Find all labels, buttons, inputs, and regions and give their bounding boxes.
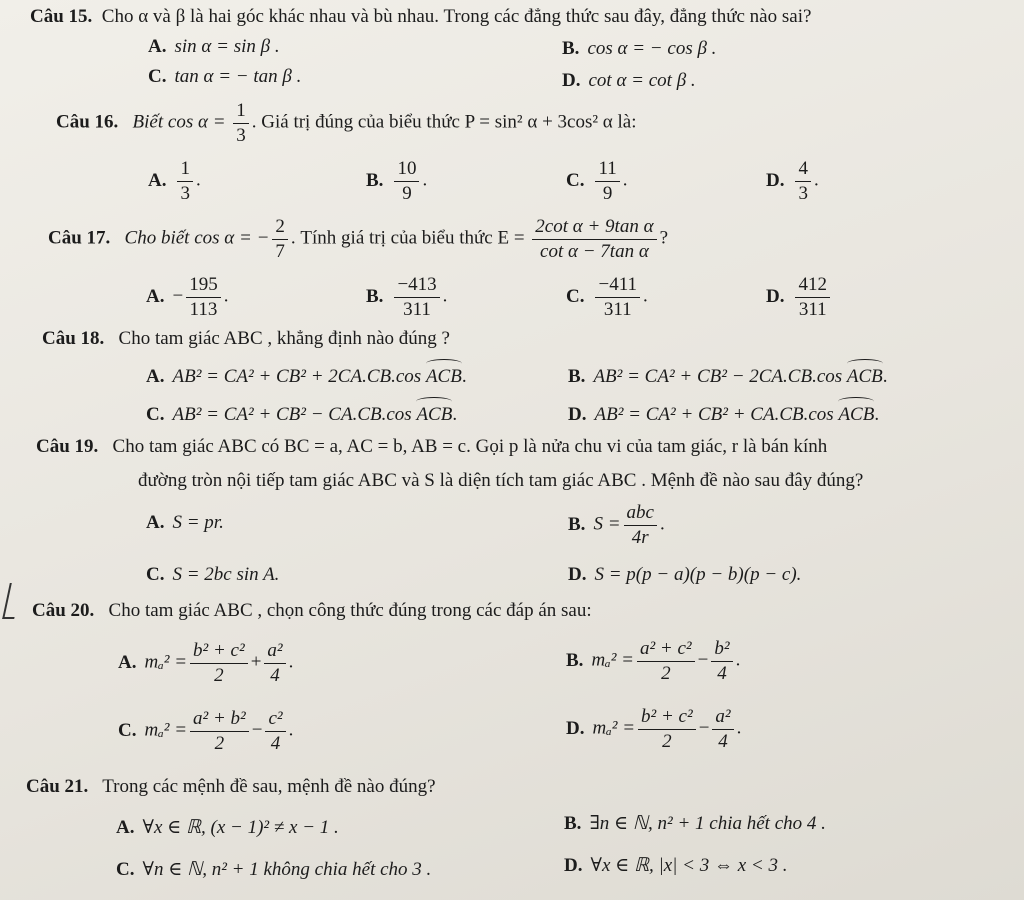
q17-stem-mid: . Tính giá trị của biểu thức E = (290, 227, 525, 249)
q17-stem-line: Câu 17. Cho biết cos α = − $\frac{2}{7}$ . Tính giá trị của biểu thức E = $\frac{\text{2cot α + 9tan α}}{\text{cot α − 7tan α}}$ ? (48, 216, 668, 262)
q15-option-d[interactable] (562, 70, 696, 92)
q20-stem-line (32, 600, 592, 622)
option-text: sin α = sin β . (174, 36, 280, 57)
option-label: D. (562, 70, 581, 91)
q19-option-a[interactable]: A. S = pr. (146, 512, 224, 533)
q20-stem: Cho tam giác ABC , chọn công thức đúng trong các đáp án sau: (108, 600, 592, 621)
q19-stem-1: Cho tam giác ABC có BC = a, AC = b, AB = c. Gọi p là nửa chu vi của tam giác, r là bán kính (112, 436, 828, 457)
q20-option-a[interactable]: A. mₐ² = $\frac{\text{b² + c²}}{2}$ + $\frac{\text{a²}}{4}$ . (118, 640, 294, 686)
q15-option-b[interactable] (562, 38, 716, 60)
q20-option-c[interactable]: C. mₐ² = $\frac{\text{a² + b²}}{2}$ − $\frac{\text{c²}}{4}$ . (118, 708, 294, 754)
option-label: B. (562, 38, 580, 59)
option-label: A. (148, 36, 167, 57)
q15-option-c[interactable] (148, 66, 301, 88)
q16-stem-post: . Giá trị đúng của biểu thức P = sin² α + 3cos² α là: (251, 111, 637, 133)
q17-stem-pre: Cho biết cos α = − (124, 227, 270, 249)
q15-option-a[interactable] (148, 36, 280, 58)
q16-option-a[interactable]: A. $\frac{1}{3}$ . (148, 158, 201, 204)
q17-option-b[interactable]: B. $\frac{-413}{311}$ . (366, 274, 448, 320)
q16-number: Câu 16. (56, 111, 119, 133)
option-text: cot α = cot β . (588, 70, 696, 91)
q21-option-a[interactable]: A. ∀x ∈ ℝ, (x − 1)² ≠ x − 1 . (116, 817, 339, 838)
q16-option-d[interactable]: D. $\frac{4}{3}$ . (766, 158, 819, 204)
q16-option-c[interactable]: C. $\frac{11}{9}$ . (566, 158, 628, 204)
handwritten-mark (2, 583, 22, 619)
q15-stem-line (30, 6, 811, 28)
q17-option-d[interactable]: D. $\frac{412}{311}$ (766, 274, 833, 321)
q21-option-d[interactable]: D. ∀x ∈ ℝ, |x| < 3 ⇔ x < 3 . (564, 855, 788, 876)
q20-option-d[interactable]: D. mₐ² = $\frac{\text{b² + c²}}{2}$ − $\frac{\text{a²}}{4}$ . (566, 706, 742, 752)
q20-option-b[interactable]: B. mₐ² = $\frac{\text{a² + c²}}{2}$ − $\frac{\text{b²}}{4}$ . (566, 638, 741, 684)
q18-stem: Cho tam giác ABC , khẳng định nào đúng ? (118, 328, 450, 349)
q19-option-c[interactable]: C. S = 2bc sin A. (146, 564, 280, 585)
q15-stem: Cho α và β là hai góc khác nhau và bù nhau. Trong các đẳng thức sau đây, đẳng thức nào sai? (101, 6, 812, 27)
q18-option-d[interactable]: D. AB² = CA² + CB² + CA.CB.cos ACB. (568, 404, 880, 425)
q18-option-c[interactable]: C. AB² = CA² + CB² − CA.CB.cos ACB. (146, 404, 458, 425)
q16-stem-pre: Biết cos α = (132, 111, 226, 133)
q15-number: Câu 15. (30, 6, 93, 27)
q17-option-c[interactable]: C. $\frac{-411}{311}$ . (566, 274, 648, 320)
q21-stem: Trong các mệnh đề sau, mệnh đề nào đúng? (102, 776, 436, 797)
q21-stem-line (26, 776, 436, 798)
q16-cos-fraction: $\frac{1}{3}$ (233, 100, 249, 147)
option-text: tan α = − tan β . (174, 66, 302, 87)
q19-option-d[interactable]: D. S = p(p − a)(p − b)(p − c). (568, 564, 802, 585)
q18-number: Câu 18. (42, 328, 105, 349)
q18-option-a[interactable]: A. AB² = CA² + CB² + 2CA.CB.cos ACB. (146, 366, 467, 387)
q19-option-b[interactable]: B. S = $\frac{\text{abc}}{4r}$ . (568, 502, 665, 548)
q19-stem-line-2: đường tròn nội tiếp tam giác ABC và S là diện tích tam giác ABC . Mệnh đề nào sau đây đúng? (138, 470, 864, 491)
option-label: C. (148, 66, 167, 87)
q18-option-b[interactable]: B. AB² = CA² + CB² − 2CA.CB.cos ACB. (568, 366, 888, 387)
q16-option-b[interactable]: B. $\frac{10}{9}$ . (366, 158, 428, 204)
q20-number: Câu 20. (32, 600, 95, 621)
q19-number: Câu 19. (36, 436, 99, 457)
q17-number: Câu 17. (48, 227, 111, 249)
q18-stem-line (42, 328, 450, 350)
q17-option-a[interactable]: A. − $\frac{195}{113}$ . (146, 274, 229, 320)
option-text: cos α = − cos β . (587, 38, 717, 59)
q19-stem-line-1 (36, 436, 827, 458)
q21-number: Câu 21. (26, 776, 89, 797)
q16-stem-line (56, 100, 637, 147)
q21-option-b[interactable]: B. ∃n ∈ ℕ, n² + 1 chia hết cho 4 . (564, 813, 826, 834)
q21-option-c[interactable]: C. ∀n ∈ ℕ, n² + 1 không chia hết cho 3 . (116, 859, 432, 880)
q17-e-fraction: $\frac{\text{2cot α + 9tan α}}{\text{cot α − 7tan α}}$ (532, 216, 656, 263)
q17-cos-fraction: $\frac{2}{7}$ (272, 216, 288, 263)
